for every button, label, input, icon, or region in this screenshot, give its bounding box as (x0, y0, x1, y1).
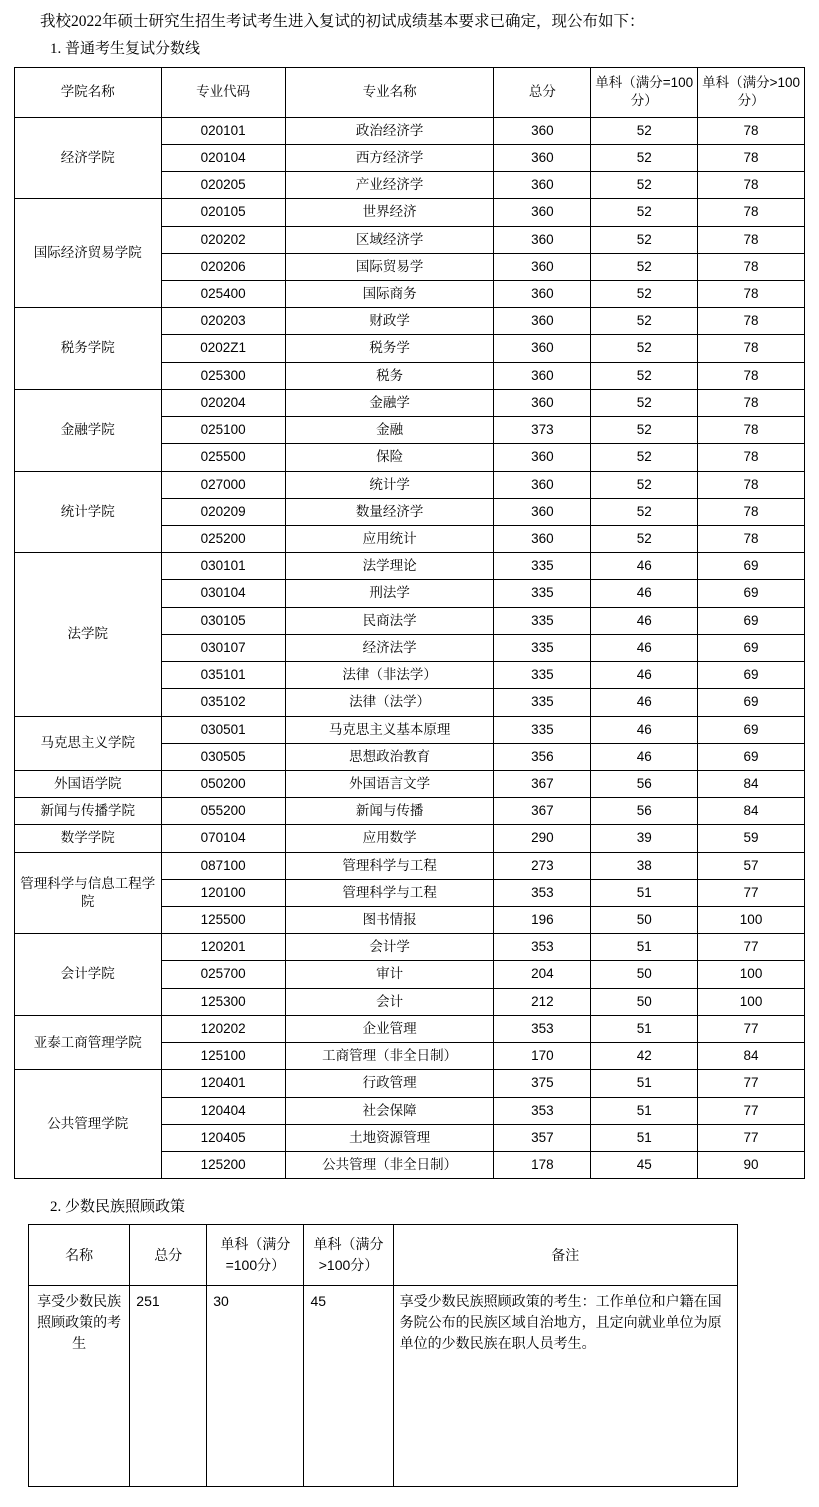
cell-major-name: 刑法学 (285, 580, 494, 607)
cell-subject-100: 52 (591, 362, 698, 389)
cell-major-code: 020202 (161, 226, 285, 253)
cell-major-code: 0202Z1 (161, 335, 285, 362)
cell-subject-over-100: 78 (698, 389, 805, 416)
cell-subject-100: 52 (591, 199, 698, 226)
cell-total-score: 335 (494, 716, 591, 743)
header-subject-over-100: 单科（满分>100分） (698, 68, 805, 117)
cell-subject-over-100: 78 (698, 144, 805, 171)
cell-subject-100: 46 (591, 716, 698, 743)
cell-subject-over-100: 77 (698, 1070, 805, 1097)
cell-major-name: 区域经济学 (285, 226, 494, 253)
cell-total-score: 204 (494, 961, 591, 988)
cell-total-score: 360 (494, 471, 591, 498)
cell-major-code: 120401 (161, 1070, 285, 1097)
cell-major-name: 应用统计 (285, 525, 494, 552)
score-line-table (14, 67, 805, 1179)
cell-major-name: 统计学 (285, 471, 494, 498)
cell-major-code: 020204 (161, 389, 285, 416)
intro-paragraph: 我校2022年硕士研究生招生考试考生进入复试的初试成绩基本要求已确定，现公布如下： (40, 13, 645, 30)
table-row (15, 934, 805, 961)
cell-total-score: 212 (494, 988, 591, 1015)
cell-subject-over-100: 77 (698, 879, 805, 906)
header-major-name: 专业名称 (285, 68, 494, 117)
cell-major-code: 035101 (161, 662, 285, 689)
cell-major-name: 保险 (285, 444, 494, 471)
minority-table-body (29, 1286, 738, 1487)
cell-major-code: 050200 (161, 770, 285, 797)
table-row (15, 553, 805, 580)
cell-subject-over-100: 100 (698, 907, 805, 934)
cell-major-name: 思想政治教育 (285, 743, 494, 770)
cell-subject-over-100: 100 (698, 988, 805, 1015)
table-row (15, 1015, 805, 1042)
cell-subject-100: 45 (591, 1152, 698, 1179)
cell-subject-100: 51 (591, 1097, 698, 1124)
cell-college: 新闻与传播学院 (15, 798, 162, 825)
minority-header-row (29, 1225, 738, 1286)
cell-major-name: 新闻与传播 (285, 798, 494, 825)
minority-table-header (29, 1225, 738, 1286)
minority-cell-total: 251 (130, 1286, 207, 1487)
cell-subject-over-100: 77 (698, 1097, 805, 1124)
cell-college: 法学院 (15, 553, 162, 716)
cell-major-name: 审计 (285, 961, 494, 988)
cell-subject-100: 51 (591, 879, 698, 906)
header-total-score: 总分 (494, 68, 591, 117)
cell-total-score: 357 (494, 1124, 591, 1151)
cell-subject-100: 52 (591, 335, 698, 362)
cell-total-score: 356 (494, 743, 591, 770)
cell-subject-100: 51 (591, 1070, 698, 1097)
cell-subject-over-100: 78 (698, 117, 805, 144)
cell-major-code: 055200 (161, 798, 285, 825)
cell-subject-100: 46 (591, 607, 698, 634)
cell-major-name: 企业管理 (285, 1015, 494, 1042)
table-row (15, 798, 805, 825)
cell-major-code: 125500 (161, 907, 285, 934)
cell-major-name: 管理科学与工程 (285, 852, 494, 879)
cell-college: 公共管理学院 (15, 1070, 162, 1179)
cell-subject-100: 46 (591, 634, 698, 661)
cell-total-score: 360 (494, 253, 591, 280)
cell-subject-100: 52 (591, 308, 698, 335)
cell-subject-100: 42 (591, 1043, 698, 1070)
cell-subject-100: 46 (591, 689, 698, 716)
cell-major-code: 125100 (161, 1043, 285, 1070)
cell-major-name: 政治经济学 (285, 117, 494, 144)
cell-total-score: 170 (494, 1043, 591, 1070)
minority-cell-subject-100: 30 (207, 1286, 304, 1487)
cell-major-code: 120202 (161, 1015, 285, 1042)
cell-major-name: 财政学 (285, 308, 494, 335)
cell-subject-over-100: 100 (698, 961, 805, 988)
cell-major-code: 020205 (161, 172, 285, 199)
table-row (15, 1070, 805, 1097)
cell-college: 管理科学与信息工程学院 (15, 852, 162, 934)
cell-major-code: 027000 (161, 471, 285, 498)
cell-subject-over-100: 78 (698, 172, 805, 199)
cell-major-name: 经济法学 (285, 634, 494, 661)
cell-total-score: 290 (494, 825, 591, 852)
cell-major-name: 西方经济学 (285, 144, 494, 171)
cell-major-name: 应用数学 (285, 825, 494, 852)
cell-subject-100: 52 (591, 172, 698, 199)
cell-college: 金融学院 (15, 389, 162, 471)
cell-major-name: 世界经济 (285, 199, 494, 226)
cell-total-score: 335 (494, 580, 591, 607)
cell-subject-100: 51 (591, 1124, 698, 1151)
cell-total-score: 360 (494, 498, 591, 525)
cell-major-name: 国际商务 (285, 281, 494, 308)
table-body (15, 117, 805, 1179)
cell-subject-over-100: 78 (698, 525, 805, 552)
cell-total-score: 353 (494, 1015, 591, 1042)
cell-total-score: 360 (494, 444, 591, 471)
cell-major-code: 025700 (161, 961, 285, 988)
cell-college: 马克思主义学院 (15, 716, 162, 770)
cell-subject-over-100: 78 (698, 199, 805, 226)
cell-total-score: 335 (494, 607, 591, 634)
cell-subject-100: 52 (591, 253, 698, 280)
table-row (15, 199, 805, 226)
minority-header-name: 名称 (29, 1225, 130, 1286)
minority-header-subject-100: 单科（满分=100分） (207, 1225, 304, 1286)
cell-major-name: 管理科学与工程 (285, 879, 494, 906)
cell-total-score: 360 (494, 525, 591, 552)
minority-cell-remark: 享受少数民族照顾政策的考生：工作单位和户籍在国务院公布的民族区域自治地方，且定向就业单位为原单位的少数民族在职人员考生。 (393, 1286, 737, 1487)
cell-total-score: 353 (494, 934, 591, 961)
cell-total-score: 178 (494, 1152, 591, 1179)
cell-major-name: 民商法学 (285, 607, 494, 634)
cell-major-code: 025500 (161, 444, 285, 471)
cell-major-name: 图书情报 (285, 907, 494, 934)
cell-major-name: 会计 (285, 988, 494, 1015)
cell-major-name: 社会保障 (285, 1097, 494, 1124)
cell-major-name: 数量经济学 (285, 498, 494, 525)
cell-subject-100: 52 (591, 444, 698, 471)
cell-major-code: 087100 (161, 852, 285, 879)
cell-subject-over-100: 78 (698, 226, 805, 253)
cell-subject-100: 51 (591, 934, 698, 961)
cell-major-code: 025400 (161, 281, 285, 308)
cell-subject-over-100: 78 (698, 253, 805, 280)
table-row (15, 308, 805, 335)
table-row (15, 825, 805, 852)
cell-subject-over-100: 78 (698, 335, 805, 362)
cell-major-code: 020104 (161, 144, 285, 171)
cell-major-code: 020105 (161, 199, 285, 226)
cell-subject-100: 52 (591, 281, 698, 308)
cell-subject-over-100: 59 (698, 825, 805, 852)
cell-subject-over-100: 78 (698, 444, 805, 471)
cell-subject-over-100: 78 (698, 308, 805, 335)
cell-major-code: 020206 (161, 253, 285, 280)
cell-total-score: 335 (494, 662, 591, 689)
cell-subject-over-100: 69 (698, 634, 805, 661)
cell-major-code: 025200 (161, 525, 285, 552)
cell-major-code: 120201 (161, 934, 285, 961)
cell-major-code: 030104 (161, 580, 285, 607)
cell-subject-over-100: 78 (698, 498, 805, 525)
cell-major-code: 025100 (161, 417, 285, 444)
cell-major-code: 125300 (161, 988, 285, 1015)
cell-major-name: 工商管理（非全日制） (285, 1043, 494, 1070)
cell-total-score: 367 (494, 770, 591, 797)
cell-major-code: 030101 (161, 553, 285, 580)
cell-college: 会计学院 (15, 934, 162, 1016)
table-row (15, 117, 805, 144)
cell-college: 经济学院 (15, 117, 162, 199)
minority-header-remark: 备注 (393, 1225, 737, 1286)
cell-subject-100: 46 (591, 743, 698, 770)
cell-subject-over-100: 69 (698, 689, 805, 716)
cell-college: 亚泰工商管理学院 (15, 1015, 162, 1069)
cell-subject-100: 46 (591, 580, 698, 607)
cell-subject-100: 52 (591, 144, 698, 171)
cell-subject-over-100: 84 (698, 798, 805, 825)
cell-subject-over-100: 78 (698, 362, 805, 389)
cell-major-name: 土地资源管理 (285, 1124, 494, 1151)
minority-cell-name: 享受少数民族照顾政策的考生 (29, 1286, 130, 1487)
table-row (15, 852, 805, 879)
cell-total-score: 360 (494, 172, 591, 199)
cell-subject-100: 51 (591, 1015, 698, 1042)
table-row (15, 716, 805, 743)
cell-major-code: 120405 (161, 1124, 285, 1151)
cell-major-name: 税务学 (285, 335, 494, 362)
cell-subject-over-100: 69 (698, 716, 805, 743)
cell-major-name: 马克思主义基本原理 (285, 716, 494, 743)
cell-subject-100: 52 (591, 417, 698, 444)
cell-major-name: 行政管理 (285, 1070, 494, 1097)
cell-subject-over-100: 78 (698, 281, 805, 308)
cell-subject-over-100: 57 (698, 852, 805, 879)
minority-policy-table (28, 1224, 738, 1487)
cell-subject-100: 56 (591, 770, 698, 797)
cell-subject-over-100: 69 (698, 580, 805, 607)
cell-subject-over-100: 78 (698, 471, 805, 498)
cell-total-score: 360 (494, 144, 591, 171)
cell-major-code: 030107 (161, 634, 285, 661)
cell-total-score: 360 (494, 281, 591, 308)
cell-subject-100: 52 (591, 498, 698, 525)
table-row (29, 1286, 738, 1487)
cell-subject-100: 52 (591, 389, 698, 416)
cell-subject-100: 50 (591, 988, 698, 1015)
cell-total-score: 353 (494, 879, 591, 906)
cell-subject-over-100: 77 (698, 1015, 805, 1042)
cell-subject-over-100: 69 (698, 662, 805, 689)
cell-major-name: 金融学 (285, 389, 494, 416)
cell-total-score: 375 (494, 1070, 591, 1097)
cell-subject-over-100: 69 (698, 743, 805, 770)
cell-major-code: 020101 (161, 117, 285, 144)
section-1-title: 1. 普通考生复试分数线 (50, 41, 201, 58)
cell-subject-over-100: 77 (698, 1124, 805, 1151)
cell-subject-100: 52 (591, 525, 698, 552)
cell-subject-100: 46 (591, 662, 698, 689)
cell-college: 国际经济贸易学院 (15, 199, 162, 308)
cell-major-name: 法学理论 (285, 553, 494, 580)
cell-major-code: 070104 (161, 825, 285, 852)
minority-cell-subject-over-100: 45 (304, 1286, 393, 1487)
cell-subject-100: 50 (591, 907, 698, 934)
minority-header-total: 总分 (130, 1225, 207, 1286)
cell-subject-100: 46 (591, 553, 698, 580)
cell-total-score: 360 (494, 308, 591, 335)
cell-total-score: 360 (494, 226, 591, 253)
header-major-code: 专业代码 (161, 68, 285, 117)
cell-major-name: 国际贸易学 (285, 253, 494, 280)
cell-subject-100: 39 (591, 825, 698, 852)
cell-subject-100: 52 (591, 117, 698, 144)
cell-college: 统计学院 (15, 471, 162, 553)
header-subject-100: 单科（满分=100分） (591, 68, 698, 117)
cell-major-code: 020209 (161, 498, 285, 525)
cell-subject-over-100: 84 (698, 770, 805, 797)
cell-major-code: 030105 (161, 607, 285, 634)
cell-total-score: 273 (494, 852, 591, 879)
cell-major-code: 020203 (161, 308, 285, 335)
cell-total-score: 360 (494, 199, 591, 226)
cell-total-score: 335 (494, 553, 591, 580)
cell-major-code: 030501 (161, 716, 285, 743)
minority-header-subject-over-100: 单科（满分>100分） (304, 1225, 393, 1286)
cell-total-score: 373 (494, 417, 591, 444)
table-row (15, 471, 805, 498)
cell-major-code: 035102 (161, 689, 285, 716)
cell-subject-over-100: 84 (698, 1043, 805, 1070)
cell-major-code: 120404 (161, 1097, 285, 1124)
table-row (15, 389, 805, 416)
cell-total-score: 196 (494, 907, 591, 934)
cell-total-score: 360 (494, 335, 591, 362)
cell-subject-100: 56 (591, 798, 698, 825)
cell-total-score: 335 (494, 634, 591, 661)
cell-major-name: 法律（非法学） (285, 662, 494, 689)
cell-subject-100: 38 (591, 852, 698, 879)
cell-total-score: 353 (494, 1097, 591, 1124)
cell-major-name: 公共管理（非全日制） (285, 1152, 494, 1179)
cell-major-code: 125200 (161, 1152, 285, 1179)
cell-subject-100: 50 (591, 961, 698, 988)
section-2-title: 2. 少数民族照顾政策 (50, 1199, 186, 1216)
cell-college: 数学学院 (15, 825, 162, 852)
cell-subject-over-100: 69 (698, 553, 805, 580)
table-row (15, 770, 805, 797)
cell-major-name: 金融 (285, 417, 494, 444)
cell-subject-over-100: 90 (698, 1152, 805, 1179)
cell-subject-over-100: 77 (698, 934, 805, 961)
cell-major-name: 外国语言文学 (285, 770, 494, 797)
cell-college: 外国语学院 (15, 770, 162, 797)
table-header (15, 68, 805, 117)
cell-major-name: 会计学 (285, 934, 494, 961)
cell-subject-over-100: 78 (698, 417, 805, 444)
cell-subject-100: 52 (591, 471, 698, 498)
cell-total-score: 360 (494, 117, 591, 144)
cell-college: 税务学院 (15, 308, 162, 390)
cell-major-name: 产业经济学 (285, 172, 494, 199)
table-header-row (15, 68, 805, 117)
cell-major-code: 025300 (161, 362, 285, 389)
cell-subject-over-100: 69 (698, 607, 805, 634)
cell-total-score: 335 (494, 689, 591, 716)
cell-total-score: 367 (494, 798, 591, 825)
cell-major-code: 120100 (161, 879, 285, 906)
cell-major-name: 法律（法学） (285, 689, 494, 716)
header-college: 学院名称 (15, 68, 162, 117)
cell-major-code: 030505 (161, 743, 285, 770)
cell-total-score: 360 (494, 389, 591, 416)
cell-total-score: 360 (494, 362, 591, 389)
cell-subject-100: 52 (591, 226, 698, 253)
cell-major-name: 税务 (285, 362, 494, 389)
